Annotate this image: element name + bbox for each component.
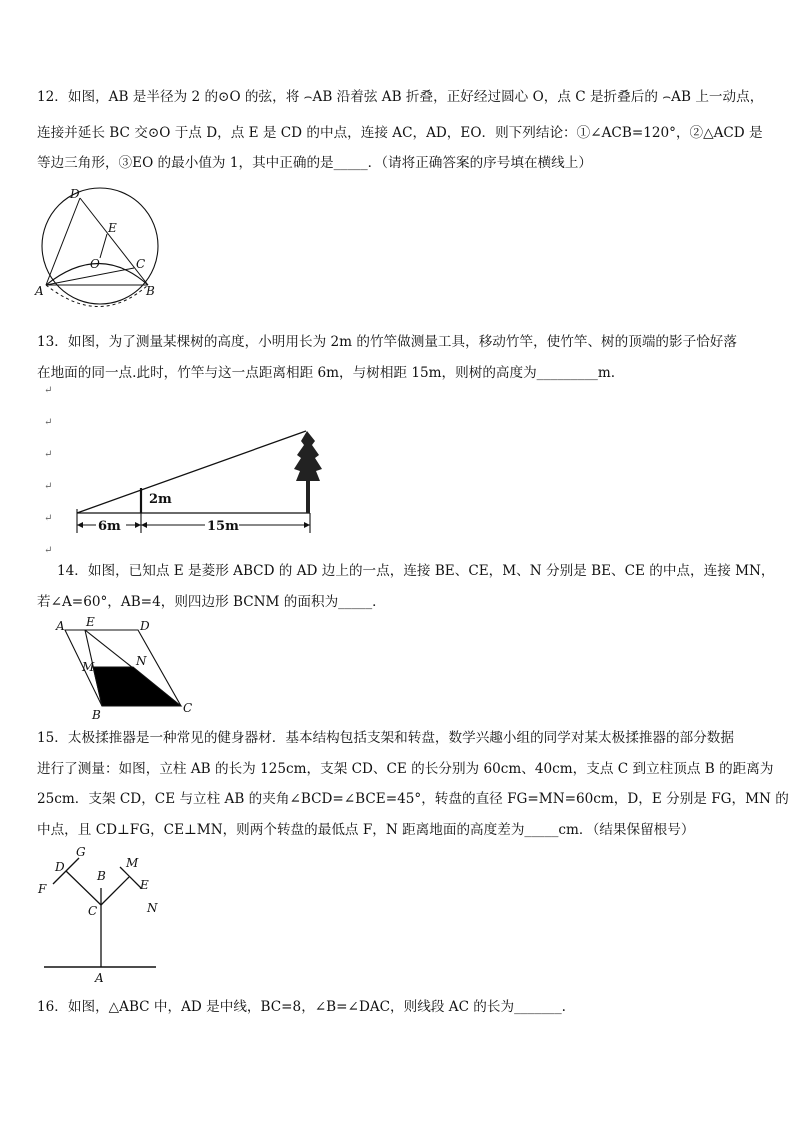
para-mark: ↵ — [44, 481, 53, 492]
q14-label-a: A — [56, 619, 65, 633]
q14-label-d: D — [140, 619, 150, 633]
q13-arrow — [141, 522, 147, 528]
q15-line-4: 中点，且 CD⊥FG，CE⊥MN，则两个转盘的最低点 F，N 距离地面的高度差为_____cm．（结果保留根号） — [37, 822, 695, 838]
q12-line-ad — [46, 198, 80, 285]
q15-disc-mn — [120, 867, 141, 888]
q15-label-g: G — [76, 845, 86, 859]
q12-label-c: C — [136, 257, 146, 271]
para-mark: ↵ — [44, 513, 53, 524]
q13-label-15m: 15m — [207, 519, 239, 534]
q13-paragraph-marks — [44, 385, 52, 577]
q13-arrow — [77, 522, 83, 528]
q12-line-1: 12．如图，AB 是半径为 2 的⊙O 的弦，将 ⌢AB 沿着弦 AB 折叠，正好经过圆心 O，点 C 是折叠后的 ⌢AB 上一动点， — [37, 89, 764, 105]
q13-tree-crown — [294, 431, 322, 481]
q12-label-b: B — [146, 284, 155, 298]
para-mark: ↵ — [44, 545, 53, 556]
q12-label-d: D — [70, 187, 80, 201]
para-mark: ↵ — [44, 417, 53, 428]
q12-label-a: A — [35, 284, 44, 298]
q12-dashed-arc — [46, 285, 148, 307]
q13-line-2: 在地面的同一点.此时，竹竿与这一点距离相距 6m，与树相距 15m，则树的高度为_________m. — [37, 365, 616, 381]
q15-line-1: 15．太极揉推器是一种常见的健身器材．基本结构包括支架和转盘，数学兴趣小组的同学对某太极揉推器的部分数据 — [37, 730, 734, 746]
q14-line-2: 若∠A=60°，AB=4，则四边形 BCNM 的面积为_____． — [37, 594, 386, 610]
q15-label-f: F — [38, 882, 47, 896]
q15-label-d: D — [55, 860, 65, 874]
q15-label-e: E — [140, 878, 149, 892]
q13-tree-trunk — [306, 477, 310, 513]
q16-line-1: 16．如图，△ABC 中，AD 是中线，BC=8，∠B=∠DAC，则线段 AC 的长为_______. — [37, 999, 566, 1015]
q14-label-b: B — [92, 708, 101, 722]
q13-label-6m: 6m — [98, 519, 121, 534]
q15-label-m: M — [126, 856, 139, 870]
q13-arrow — [304, 522, 310, 528]
q13-shadow-line — [77, 431, 306, 513]
q14-label-n: N — [136, 654, 147, 668]
q14-label-m: M — [82, 660, 95, 674]
q12-label-e: E — [108, 221, 117, 235]
q12-circle — [42, 188, 158, 304]
q15-label-b: B — [97, 869, 106, 883]
q15-support-cd — [66, 871, 101, 905]
q13-line-1: 13．如图，为了测量某棵树的高度，小明用长为 2m 的竹竿做测量工具，移动竹竿，使竹竿、树的顶端的影子恰好落 — [37, 334, 737, 350]
q13-figure — [70, 425, 330, 545]
q13-arrow — [135, 522, 141, 528]
q12-line-2: 连接并延长 BC 交⊙O 于点 D，点 E 是 CD 的中点，连接 AC，AD，EO．则下列结论：①∠ACB=120°，②△ACD 是 — [37, 125, 763, 141]
q15-line-3: 25cm．支架 CD，CE 与立柱 AB 的夹角∠BCD=∠BCE=45°，转盘的直径 FG=MN=60cm，D，E 分别是 FG，MN 的 — [37, 791, 789, 807]
q15-label-n: N — [147, 901, 158, 915]
q12-line-3: 等边三角形，③EO 的最小值为 1，其中正确的是_____．（请将正确答案的序号填在横线上） — [37, 155, 592, 171]
q12-label-o: O — [90, 257, 100, 271]
q15-line-2: 进行了测量：如图，立柱 AB 的长为 125cm，支架 CD、CE 的长分别为 60cm、40cm，支点 C 到立柱顶点 B 的距离为 — [37, 761, 774, 777]
para-mark: ↵ — [44, 449, 53, 460]
q14-shaded-bcnm — [93, 667, 181, 706]
para-mark: ↵ — [44, 385, 53, 396]
q14-line-1: 14．如图，已知点 E 是菱形 ABCD 的 AD 边上的一点，连接 BE、CE，M、N 分别是 BE、CE 的中点，连接 MN， — [57, 563, 775, 579]
q14-figure — [52, 613, 202, 721]
q15-label-a: A — [95, 971, 104, 985]
q12-line-eo — [100, 234, 107, 258]
q15-figure — [30, 843, 180, 988]
q14-label-e: E — [86, 615, 95, 629]
q15-label-c: C — [88, 904, 98, 918]
q14-label-c: C — [183, 701, 193, 715]
q12-figure — [30, 182, 170, 304]
q13-label-pole: 2m — [149, 492, 172, 507]
